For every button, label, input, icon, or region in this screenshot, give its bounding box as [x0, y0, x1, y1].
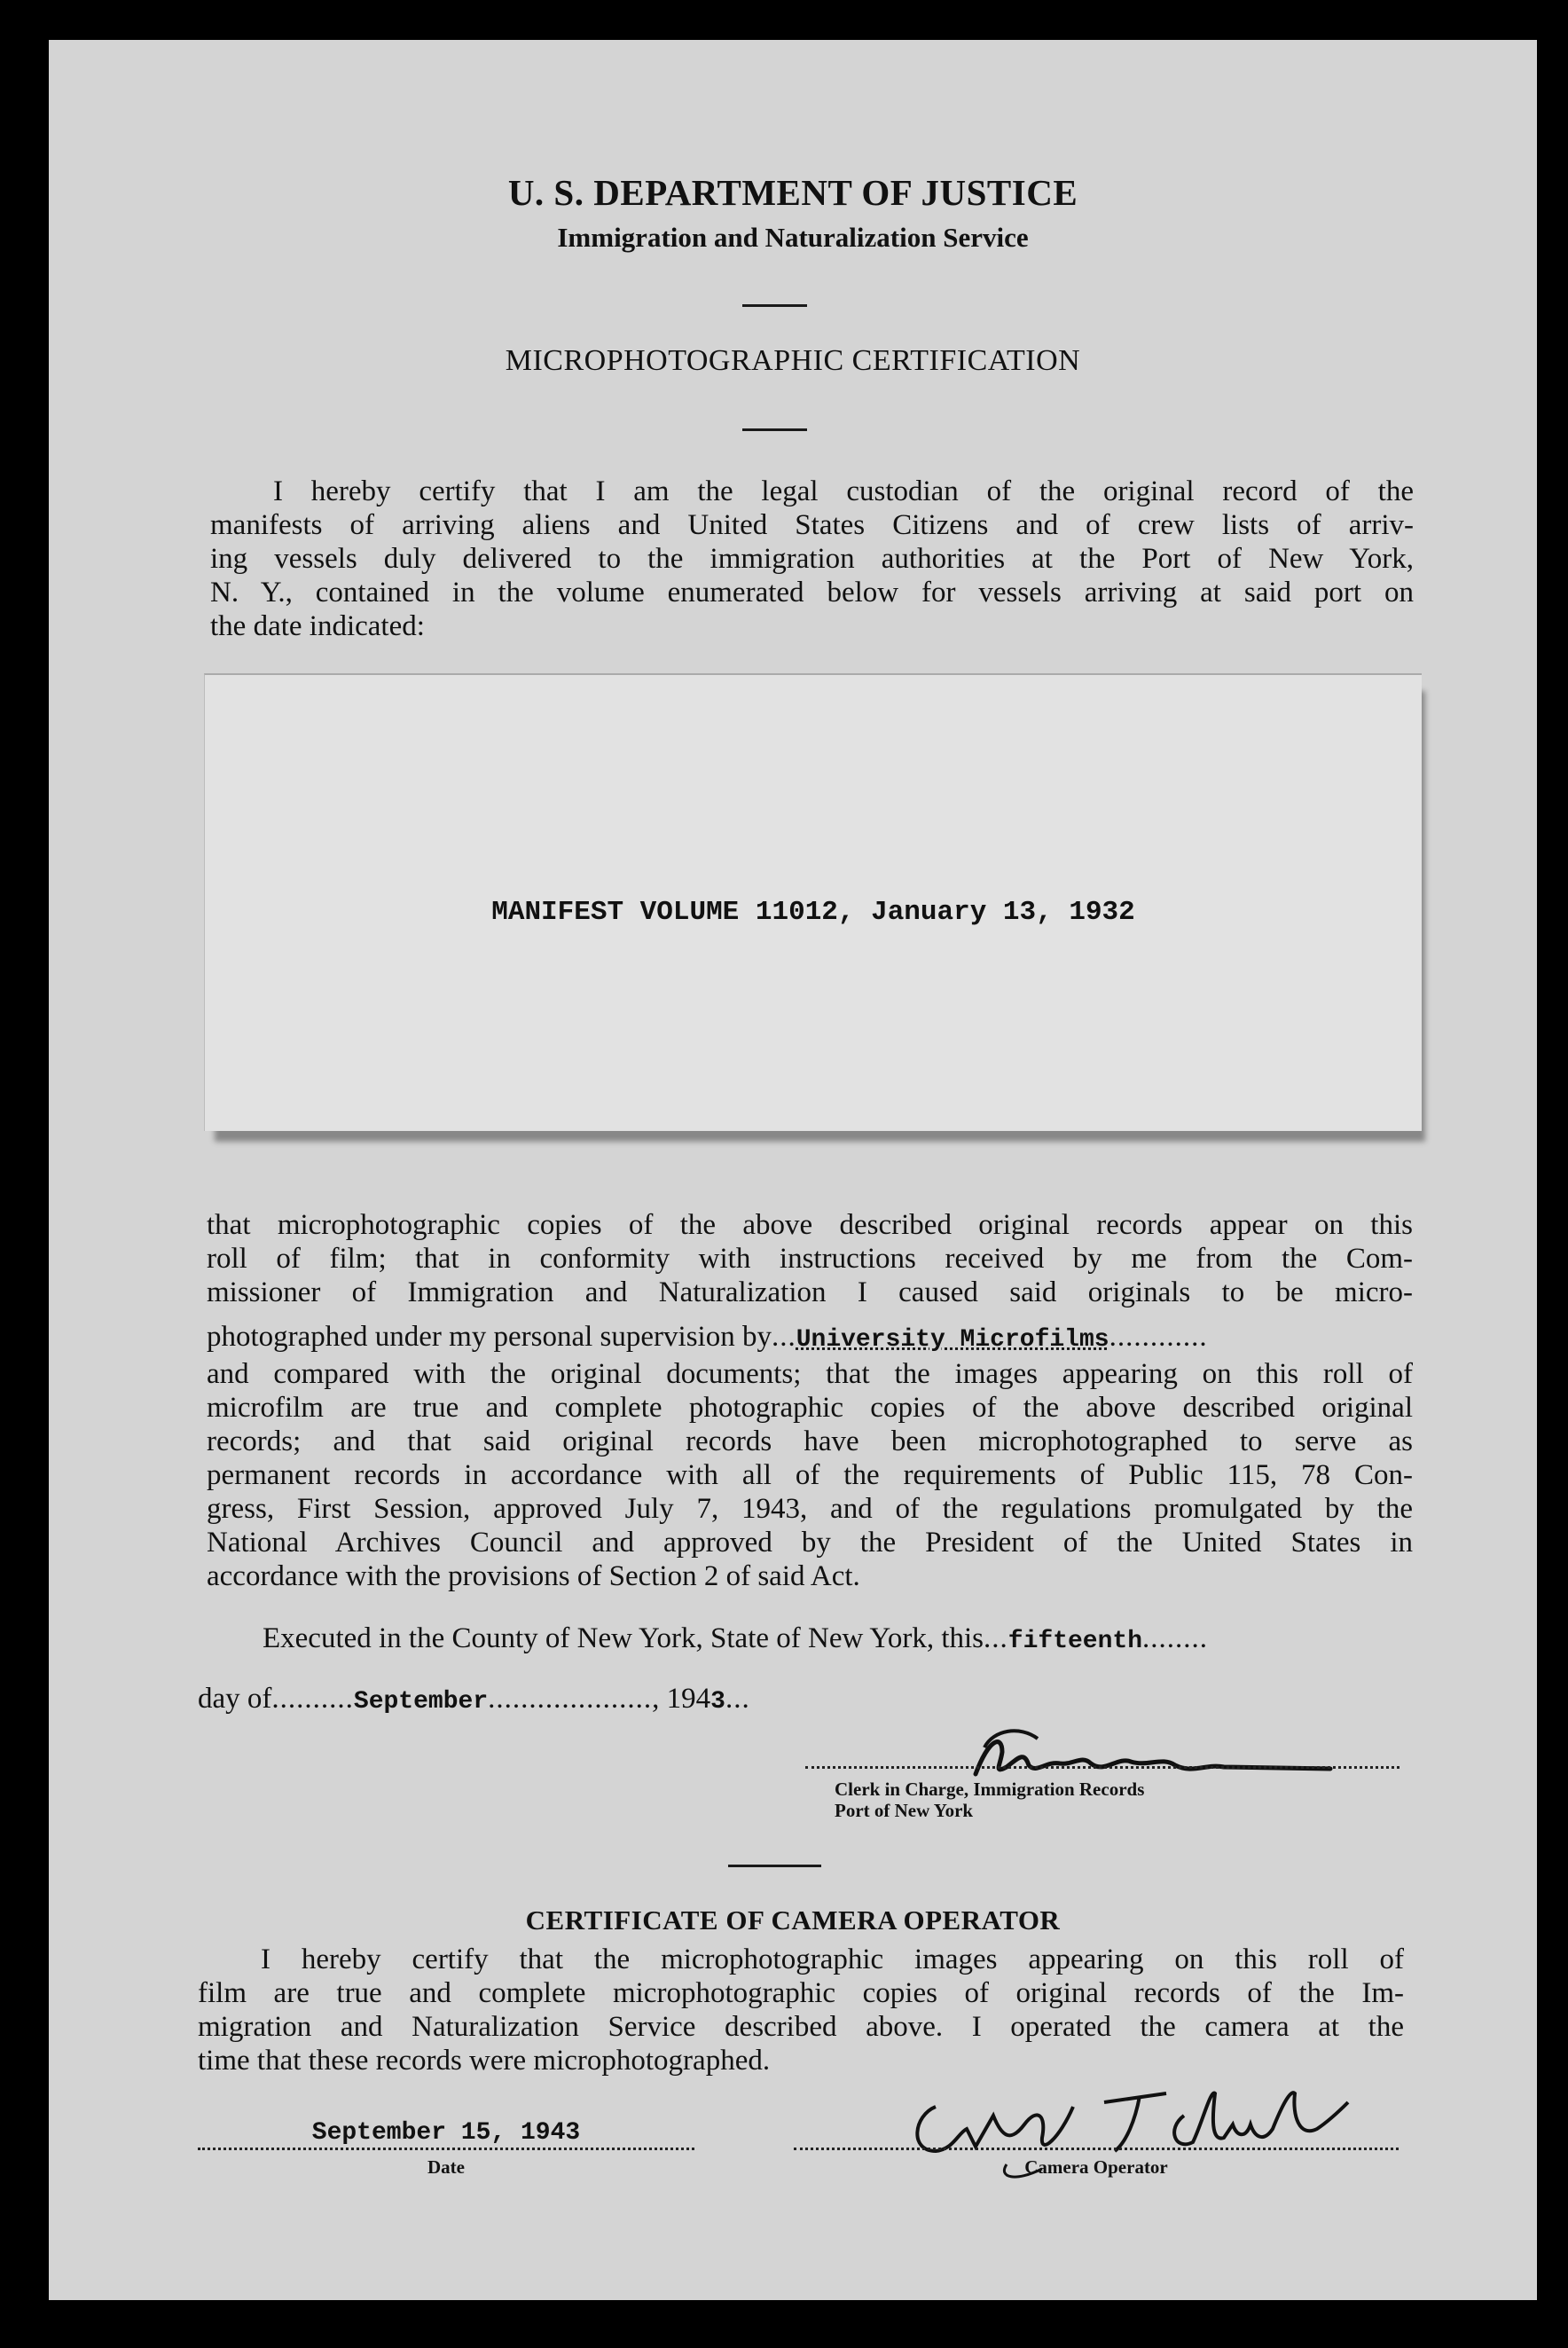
intro-paragraph	[210, 475, 1414, 643]
clerk-title-line2: Port of New York	[835, 1800, 974, 1821]
operator-line	[794, 2148, 1399, 2150]
executed-day-value: fifteenth	[1007, 1628, 1143, 1655]
intro-line: I hereby certify that I am the legal custodian of the original record of the	[273, 475, 1414, 507]
day-of-label: day of	[198, 1683, 272, 1715]
divider-top	[742, 304, 807, 307]
clerk-signature-line	[805, 1766, 1399, 1769]
certificate-sheet	[49, 40, 1537, 2300]
body-line: roll of film; that in conformity with instructions received by me from the Com-	[207, 1243, 1413, 1275]
body-line: and compared with the original documents; that the images appearing on this roll of	[207, 1358, 1413, 1390]
date-label: Date	[427, 2156, 465, 2178]
service-subheading: Immigration and Naturalization Service	[557, 222, 1029, 253]
intro-line: the date indicated:	[210, 610, 425, 642]
camera-line: I hereby certify that the microphotographic images appearing on this roll of	[261, 1944, 1404, 1975]
date-line	[198, 2148, 694, 2150]
supervision-line: photographed under my personal supervision by...University Microfilms............	[207, 1321, 1208, 1354]
body-line: that microphotographic copies of the above described original records appear on this	[207, 1209, 1413, 1241]
executed-prefix: Executed in the County of New York, State of New York, this	[263, 1622, 984, 1654]
manifest-volume-text: MANIFEST VOLUME 11012, January 13, 1932	[491, 897, 1135, 928]
body-paragraph	[207, 1208, 1413, 1593]
camera-line: time that these records were microphotographed.	[198, 2045, 771, 2077]
camera-heading: CERTIFICATE OF CAMERA OPERATOR	[525, 1904, 1061, 1936]
body-line: records; and that said original records have been microphotographed to serve as	[207, 1425, 1413, 1457]
body-line: accordance with the provisions of Section 2 of said Act.	[207, 1560, 860, 1592]
divider-middle	[742, 428, 807, 431]
divider-bottom	[728, 1865, 821, 1867]
body-line: permanent records in accordance with all of the requirements of Public 115, 78 Con-	[207, 1459, 1413, 1491]
supervision-prefix: photographed under my personal supervision by	[207, 1321, 772, 1353]
certification-title: MICROPHOTOGRAPHIC CERTIFICATION	[505, 344, 1081, 377]
manifest-slip	[204, 673, 1422, 1131]
intro-line: N. Y., contained in the volume enumerated below for vessels arriving at said port on	[210, 577, 1414, 609]
intro-line: manifests of arriving aliens and United States Citizens and of crew lists of arriv-	[210, 509, 1414, 541]
year-value: 3	[710, 1688, 725, 1716]
operator-label: Camera Operator	[1024, 2156, 1168, 2178]
department-heading: U. S. DEPARTMENT OF JUSTICE	[507, 172, 1078, 213]
body-line: gress, First Session, approved July 7, 1943, and of the regulations promulgated by the	[207, 1493, 1413, 1525]
year-prefix: , 194	[652, 1683, 711, 1715]
body-line: microfilm are true and complete photographic copies of the above described original	[207, 1392, 1413, 1424]
camera-date-value: September 15, 1943	[311, 2119, 581, 2147]
supervision-value: University Microfilms	[796, 1326, 1109, 1354]
camera-line: migration and Naturalization Service described above. I operated the camera at the	[198, 2011, 1404, 2043]
camera-line: film are true and complete microphotographic copies of original records of the Im-	[198, 1977, 1404, 2009]
intro-line: ing vessels duly delivered to the immigration authorities at the Port of New York,	[210, 543, 1414, 575]
clerk-title-line1: Clerk in Charge, Immigration Records	[835, 1779, 1145, 1800]
body-line: National Archives Council and approved by the President of the United States in	[207, 1527, 1413, 1559]
body-line: missioner of Immigration and Naturalization I caused said originals to be micro-	[207, 1276, 1413, 1308]
day-of-line: day of..........September...................., 1943...	[198, 1683, 750, 1716]
executed-line: Executed in the County of New York, State of New York, this...fifteenth........	[263, 1622, 1209, 1655]
month-value: September	[353, 1688, 489, 1716]
clerk-title	[835, 1779, 1144, 1821]
